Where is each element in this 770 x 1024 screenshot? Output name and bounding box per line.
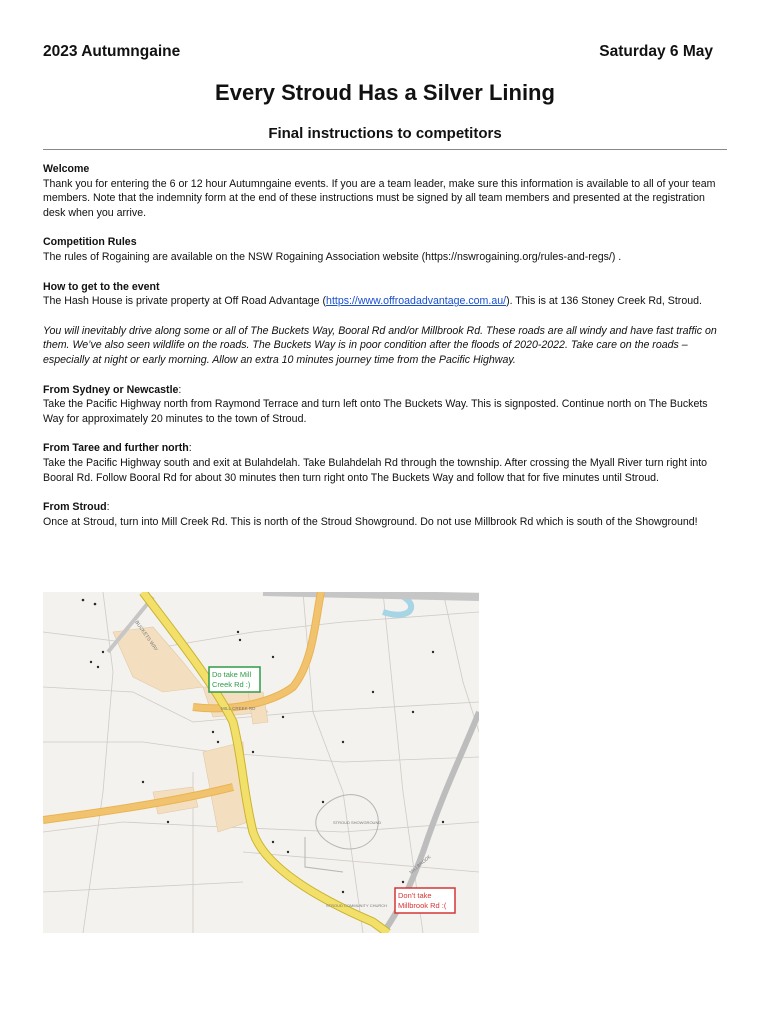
stroud-heading-line — [43, 500, 727, 515]
map-label-showground: STROUD SHOWGROUND — [333, 820, 382, 825]
map-graphic — [43, 592, 479, 933]
sydney-text: Take the Pacific Highway north from Raymond Terrace and turn left onto The Buckets Way. This is signposted. Continue north on The Buckets Way for approximately 20 minutes to the town of Stroud. — [43, 398, 708, 425]
sydney-heading: From Sydney or Newcastle — [43, 383, 179, 396]
welcome-heading: Welcome — [43, 163, 90, 175]
rules-heading: Competition Rules — [43, 236, 137, 249]
northern-road — [263, 592, 479, 597]
page-subtitle: Final instructions to competitors — [268, 125, 502, 142]
map-label-millbrook: MILLBROOK — [408, 854, 432, 875]
sydney-heading-line — [43, 383, 727, 398]
getting-there-text-start: The Hash House is private property at Off Road Advantage ( — [43, 295, 327, 308]
dont-take-label-line1: Don't take — [398, 891, 432, 900]
sydney-section — [43, 383, 727, 427]
taree-colon: : — [188, 442, 192, 455]
sydney-colon: : — [178, 383, 182, 396]
do-take-label-line1: Do take Mill — [212, 670, 252, 679]
stroud-colon: : — [106, 501, 110, 514]
road-warning-text: You will inevitably drive along some or all of The Buckets Way, Booral Rd and/or Millbrook Rd. These roads are all windy and have fast traffic on them. We’ve also seen wildlife on the roads. The Buckets Way is in poor condition after the floods of 2020-2022. Take care on the roads – especially at night or early morning. Allow an extra 10 minutes journey time from the Pacific Highway. — [43, 324, 717, 366]
rules-text: The rules of Rogaining are available on the NSW Rogaining Association website (https://nswrogaining.org/rules-and-regs/) . — [43, 250, 622, 263]
map-label-church: STROUD COMMUNITY CHURCH — [326, 903, 388, 908]
road-warning-section — [43, 324, 727, 368]
stroud-section — [43, 500, 727, 529]
event-date: Saturday 6 May — [599, 43, 713, 60]
getting-there-section — [43, 280, 727, 309]
rules-section — [43, 235, 727, 264]
taree-text: Take the Pacific Highway south and exit at Bulahdelah. Take Bulahdelah Rd through the township. After crossing the Myall River turn right into Booral Rd. Follow Booral Rd for about 30 minutes then turn right onto The Buckets Way and follow that for five minutes until Stroud. — [43, 456, 708, 484]
getting-there-text-end: ). This is at 136 Stoney Creek Rd, Stroud. — [506, 295, 702, 308]
instructions-body — [43, 162, 727, 544]
page-title: Every Stroud Has a Silver Lining — [215, 80, 555, 105]
do-take-label-line2: Creek Rd :) — [212, 680, 251, 689]
divider — [43, 149, 727, 150]
offroad-advantage-link[interactable]: https://www.offroadadvantage.com.au/ — [326, 295, 507, 308]
taree-heading: From Taree and further north — [43, 442, 189, 455]
welcome-text: Thank you for entering the 6 or 12 hour Autumngaine events. If you are a team leader, make sure this information is available to all of your team members. Note that the indemnity form at the end of these instructions must be signed by all team members and presented at the registration desk when you arrive. — [43, 177, 716, 219]
taree-section — [43, 441, 727, 485]
dont-take-label-line2: Millbrook Rd :( — [398, 901, 447, 910]
stroud-text: Once at Stroud, turn into Mill Creek Rd. This is north of the Stroud Showground. Do not use Millbrook Rd which is south of the Showground! — [43, 515, 698, 528]
getting-there-heading: How to get to the event — [43, 280, 160, 293]
welcome-section — [43, 162, 727, 220]
taree-heading-line — [43, 441, 727, 456]
map-label-buckets-way: BUCKETS WAY — [133, 619, 159, 653]
getting-there-text — [43, 294, 727, 309]
stroud-heading: From Stroud — [43, 501, 107, 514]
event-name: 2023 Autumngaine — [43, 43, 181, 60]
stroud-map — [43, 592, 479, 933]
map-label-mill-creek: MILL CREEK RD — [221, 706, 256, 711]
